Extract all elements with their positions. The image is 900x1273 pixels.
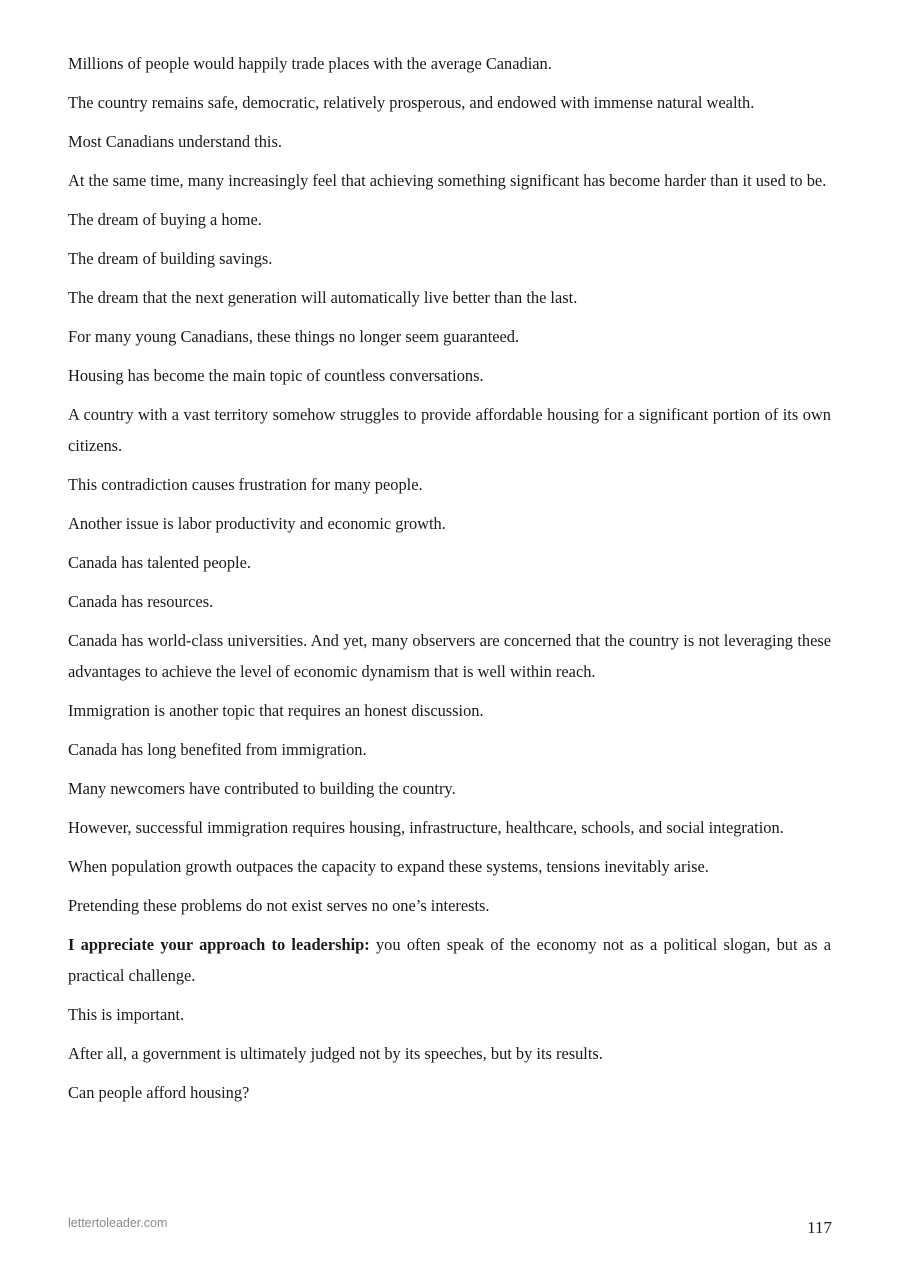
paragraph: For many young Canadians, these things no longer seem guaranteed. [68,327,520,346]
paragraph: Immigration is another topic that requires an honest discussion. [68,701,484,720]
paragraph: The dream of building savings. [68,249,273,268]
paragraph: Pretending these problems do not exist serves no one’s interests. [68,896,490,915]
paragraph: Housing has become the main topic of countless conversations. [68,366,484,385]
bold-lead-text: I appreciate your approach to leadership: [68,935,370,954]
page-body [68,48,831,1116]
paragraph: This contradiction causes frustration for many people. [68,475,423,494]
paragraph: However, successful immigration requires housing, infrastructure, healthcare, schools, and social integration. [68,818,784,837]
paragraph: At the same time, many increasingly feel that achieving something significant has become harder than it used to be. [68,171,827,190]
paragraph: The dream of buying a home. [68,210,262,229]
paragraph: Can people afford housing? [68,1083,250,1102]
paragraph: The country remains safe, democratic, relatively prosperous, and endowed with immense natural wealth. [68,93,755,112]
paragraph: Another issue is labor productivity and economic growth. [68,514,446,533]
paragraph: Many newcomers have contributed to building the country. [68,779,456,798]
paragraph: Canada has world-class universities. And yet, many observers are concerned that the country is not leveraging these advantages to achieve the level of economic dynamism that is well within reach. [68,631,831,681]
paragraph: Canada has long benefited from immigration. [68,740,367,759]
paragraph-with-bold-lead [68,929,831,991]
paragraph: The dream that the next generation will automatically live better than the last. [68,288,578,307]
paragraph-text: you often speak of the economy not as a political slogan, but as a practical challenge. [68,935,831,985]
page-number: 117 [807,1218,832,1237]
paragraph: Most Canadians understand this. [68,132,282,151]
paragraph: After all, a government is ultimately judged not by its speeches, but by its results. [68,1044,603,1063]
paragraph: This is important. [68,1005,185,1024]
paragraph: Millions of people would happily trade places with the average Canadian. [68,54,552,73]
paragraph: Canada has resources. [68,592,214,611]
footer-site-name: lettertoleader.com [68,1216,168,1230]
paragraph: When population growth outpaces the capacity to expand these systems, tensions inevitably arise. [68,857,709,876]
paragraph: A country with a vast territory somehow struggles to provide affordable housing for a significant portion of its own citizens. [68,405,831,455]
paragraph: Canada has talented people. [68,553,251,572]
